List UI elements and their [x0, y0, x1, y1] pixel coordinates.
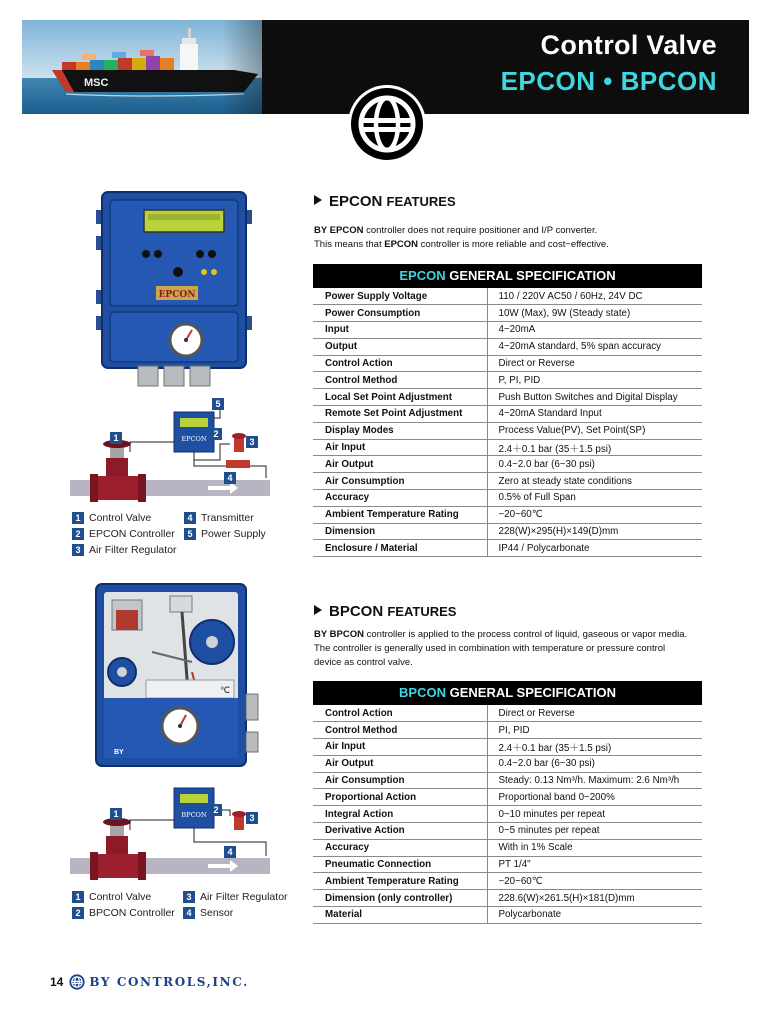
- epcon-diagram-num-3: 3: [249, 437, 255, 447]
- legend-number: 1: [72, 512, 84, 524]
- spec-row: [313, 722, 702, 739]
- bpcon-diagram-num-2: 2: [213, 805, 219, 815]
- spec-row: [313, 806, 702, 823]
- legend-item: [72, 512, 184, 524]
- spec-value: Zero at steady state conditions: [487, 473, 702, 490]
- spec-key: Display Modes: [313, 422, 487, 439]
- bpcon-controller-photo: [92, 582, 262, 774]
- spec-row: [313, 705, 702, 722]
- spec-value: Push Button Switches and Digital Display: [487, 389, 702, 406]
- spec-row: [313, 907, 702, 924]
- spec-row: [313, 506, 702, 523]
- legend-number: 4: [184, 512, 196, 524]
- spec-value: Proportional band 0~200%: [487, 789, 702, 806]
- spec-value: 0~5 minutes per repeat: [487, 823, 702, 840]
- legend-label: Power Supply: [201, 528, 266, 540]
- spec-key: Ambient Temperature Rating: [313, 873, 487, 890]
- legend-number: 4: [183, 907, 195, 919]
- spec-key: Pneumatic Connection: [313, 856, 487, 873]
- spec-value: P, PI, PID: [487, 372, 702, 389]
- legend-item: [72, 544, 177, 556]
- legend-number: 3: [183, 891, 195, 903]
- legend-label: EPCON Controller: [89, 528, 175, 540]
- spec-key: Local Set Point Adjustment: [313, 389, 487, 406]
- bpcon-features-title-rest: FEATURES: [387, 604, 457, 619]
- epcon-spec-header: EPCON GENERAL SPECIFICATION: [313, 264, 702, 288]
- spec-value: 0~10 minutes per repeat: [487, 806, 702, 823]
- spec-row: [313, 456, 702, 473]
- spec-row: [313, 755, 702, 772]
- spec-key: Remote Set Point Adjustment: [313, 406, 487, 423]
- spec-value: 2.4＋0.1 bar (35＋1.5 psi): [487, 739, 702, 756]
- spec-row: [313, 288, 702, 305]
- spec-row: [313, 839, 702, 856]
- spec-row: [313, 338, 702, 355]
- spec-key: Air Input: [313, 439, 487, 456]
- legend-item: [72, 528, 184, 540]
- spec-row: [313, 422, 702, 439]
- legend-item: [184, 512, 254, 524]
- spec-row: [313, 873, 702, 890]
- spec-row: [313, 856, 702, 873]
- spec-value: Direct or Reverse: [487, 705, 702, 722]
- epcon-diagram-box-label: EPCON: [181, 435, 207, 443]
- legend-item: [184, 528, 266, 540]
- spec-key: Air Consumption: [313, 772, 487, 789]
- legend-row: [72, 510, 266, 526]
- epcon-device-label: EPCON: [158, 290, 196, 300]
- spec-value: 10W (Max), 9W (Steady state): [487, 305, 702, 322]
- bpcon-diagram-num-3: 3: [249, 813, 255, 823]
- legend-item: [183, 907, 233, 919]
- legend-row: [72, 905, 288, 921]
- spec-value: 0.5% of Full Span: [487, 490, 702, 507]
- spec-key: Dimension (only controller): [313, 890, 487, 907]
- ship-hull-text: MSC: [84, 77, 109, 89]
- spec-value: Direct or Reverse: [487, 355, 702, 372]
- spec-value: 0.4~2.0 bar (6~30 psi): [487, 755, 702, 772]
- spec-row: [313, 823, 702, 840]
- legend-label: Transmitter: [201, 512, 254, 524]
- spec-key: Control Method: [313, 722, 487, 739]
- spec-row: [313, 372, 702, 389]
- bpcon-diagram-num-1: 1: [113, 809, 119, 819]
- spec-row: [313, 439, 702, 456]
- spec-row: [313, 355, 702, 372]
- epcon-brand: EPCON: [384, 239, 419, 250]
- company-name: BY CONTROLS,INC.: [89, 975, 249, 989]
- epcon-controller-photo: [94, 190, 254, 390]
- legend-label: Control Valve: [89, 891, 152, 903]
- spec-key: Integral Action: [313, 806, 487, 823]
- spec-value: With in 1% Scale: [487, 839, 702, 856]
- legend-label: Control Valve: [89, 512, 152, 524]
- epcon-features-title: [314, 193, 456, 210]
- bpcon-diagram-legend: [72, 889, 288, 921]
- company-globe-icon: [69, 974, 85, 990]
- legend-number: 2: [72, 528, 84, 540]
- legend-row: [72, 542, 266, 558]
- spec-row: [313, 789, 702, 806]
- spec-value: 4~20mA: [487, 322, 702, 339]
- legend-number: 5: [184, 528, 196, 540]
- bpcon-device-label: BY: [114, 749, 124, 756]
- spec-key: Air Input: [313, 739, 487, 756]
- spec-value: 228.6(W)×261.5(H)×181(D)mm: [487, 890, 702, 907]
- spec-key: Enclosure / Material: [313, 540, 487, 557]
- spec-key: Input: [313, 322, 487, 339]
- legend-number: 3: [72, 544, 84, 556]
- bpcon-spec-table: [313, 681, 702, 924]
- spec-key: Power Supply Voltage: [313, 288, 487, 305]
- spec-value: 4~20mA Standard Input: [487, 406, 702, 423]
- legend-label: Sensor: [200, 907, 234, 919]
- epcon-features-title-main: EPCON: [329, 193, 383, 210]
- legend-item: [72, 907, 183, 919]
- epcon-features-text: BY EPCON controller does not require positioner and I/P converter. This means that EPCON controller is more reliable and cost−effective.: [314, 225, 609, 250]
- spec-value: 2.4＋0.1 bar (35＋1.5 psi): [487, 439, 702, 456]
- spec-value: −20~60℃: [487, 506, 702, 523]
- spec-value: 228(W)×295(H)×149(D)mm: [487, 523, 702, 540]
- globe-logo-icon: [347, 84, 427, 164]
- bpcon-spec-header: BPCON GENERAL SPECIFICATION: [313, 681, 702, 705]
- epcon-spec-table: [313, 264, 702, 557]
- spec-value: 0.4~2.0 bar (6~30 psi): [487, 456, 702, 473]
- spec-value: PT 1/4": [487, 856, 702, 873]
- spec-key: Control Action: [313, 705, 487, 722]
- spec-row: [313, 523, 702, 540]
- bpcon-features-title-main: BPCON: [329, 603, 384, 620]
- legend-label: Air Filter Regulator: [89, 544, 177, 556]
- epcon-diagram-num-2: 2: [213, 429, 219, 439]
- spec-key: Derivative Action: [313, 823, 487, 840]
- spec-key: Air Consumption: [313, 473, 487, 490]
- epcon-diagram-num-4: 4: [227, 473, 233, 483]
- spec-row: [313, 389, 702, 406]
- page-subtitle: EPCON • BPCON: [500, 66, 717, 96]
- spec-key: Output: [313, 338, 487, 355]
- spec-row: [313, 490, 702, 507]
- spec-row: [313, 739, 702, 756]
- spec-key: Control Method: [313, 372, 487, 389]
- bpcon-diagram-num-4: 4: [227, 847, 233, 857]
- spec-value: Steady: 0.13 Nm³/h. Maximum: 2.6 Nm³/h: [487, 772, 702, 789]
- legend-row: [72, 526, 266, 542]
- spec-row: [313, 473, 702, 490]
- spec-row: [313, 406, 702, 423]
- legend-number: 1: [72, 891, 84, 903]
- triangle-bullet-icon: [314, 605, 322, 615]
- spec-value: 110 / 220V AC50 / 60Hz, 24V DC: [487, 288, 702, 305]
- bpcon-brand: BY BPCON: [314, 629, 364, 640]
- spec-row: [313, 305, 702, 322]
- spec-key: Power Consumption: [313, 305, 487, 322]
- spec-row: [313, 890, 702, 907]
- bpcon-installation-diagram: [70, 786, 270, 882]
- bpcon-diagram-box-label: BPCON: [181, 811, 207, 819]
- epcon-diagram-num-1: 1: [113, 433, 119, 443]
- spec-key: Air Output: [313, 456, 487, 473]
- spec-key: Dimension: [313, 523, 487, 540]
- page-footer: [50, 974, 249, 990]
- spec-key: Material: [313, 907, 487, 924]
- bpcon-gauge-unit: ℃: [220, 685, 231, 695]
- spec-key: Proportional Action: [313, 789, 487, 806]
- spec-key: Control Action: [313, 355, 487, 372]
- legend-number: 2: [72, 907, 84, 919]
- bpcon-features-text: BY BPCON controller is applied to the process control of liquid, gaseous or vapor media. The controller is generally used in combination with temperature or pressure control device as control valve.: [314, 629, 688, 668]
- page-number: 14: [50, 975, 64, 989]
- spec-key: Accuracy: [313, 490, 487, 507]
- spec-key: Ambient Temperature Rating: [313, 506, 487, 523]
- spec-value: 4~20mA standard, 5% span accuracy: [487, 338, 702, 355]
- spec-row: [313, 772, 702, 789]
- spec-value: Process Value(PV), Set Point(SP): [487, 422, 702, 439]
- bpcon-features-title: [314, 603, 456, 620]
- legend-row: [72, 889, 288, 905]
- spec-row: [313, 540, 702, 557]
- epcon-brand: BY EPCON: [314, 225, 364, 236]
- epcon-features-title-rest: FEATURES: [386, 194, 456, 209]
- spec-row: [313, 322, 702, 339]
- epcon-diagram-legend: [72, 510, 266, 558]
- legend-label: Air Filter Regulator: [200, 891, 288, 903]
- epcon-installation-diagram: [70, 396, 270, 506]
- legend-item: [72, 891, 183, 903]
- spec-value: PI, PID: [487, 722, 702, 739]
- legend-item: [183, 891, 288, 903]
- page-title: Control Valve: [540, 30, 717, 60]
- spec-value: Polycarbonate: [487, 907, 702, 924]
- legend-label: BPCON Controller: [89, 907, 175, 919]
- epcon-diagram-num-5: 5: [215, 399, 221, 409]
- spec-value: −20~60℃: [487, 873, 702, 890]
- spec-key: Accuracy: [313, 839, 487, 856]
- triangle-bullet-icon: [314, 195, 322, 205]
- spec-value: IP44 / Polycarbonate: [487, 540, 702, 557]
- spec-key: Air Output: [313, 755, 487, 772]
